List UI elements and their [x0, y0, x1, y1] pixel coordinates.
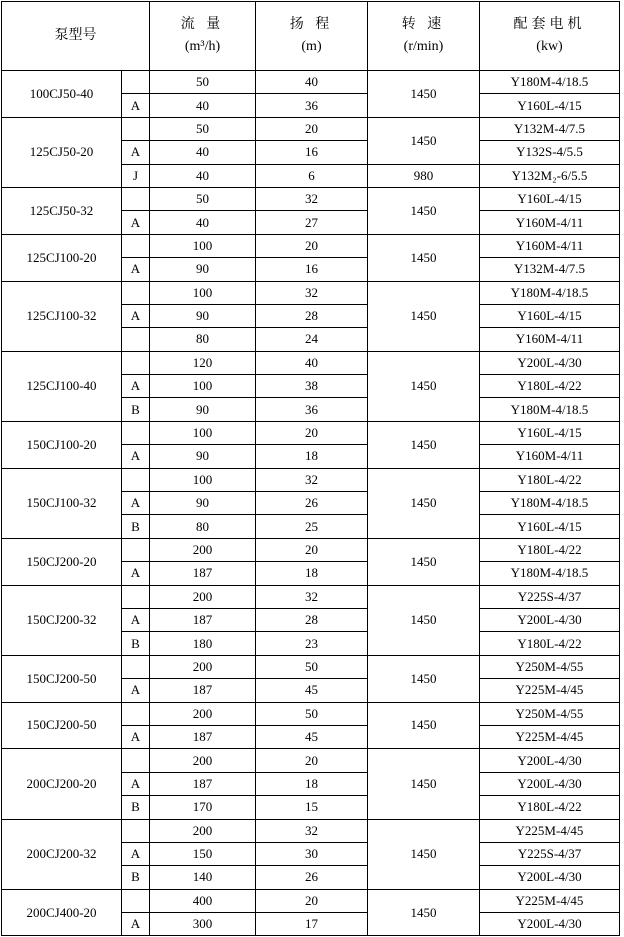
motor-cell: Y180M-4/18.5	[480, 398, 620, 421]
flow-cell: 90	[150, 492, 256, 515]
header-motor	[480, 2, 620, 71]
table-row	[2, 281, 620, 304]
table-row	[2, 117, 620, 140]
motor-cell: Y200L-4/30	[480, 866, 620, 889]
motor-cell: Y225M-4/45	[480, 819, 620, 842]
model-cell: 100CJ50-40	[2, 71, 122, 118]
flow-cell: 200	[150, 819, 256, 842]
flow-cell: 140	[150, 866, 256, 889]
model-cell: 150CJ200-50	[2, 702, 122, 749]
head-cell: 25	[256, 515, 368, 538]
header-head-unit: (m)	[301, 39, 322, 54]
motor-cell: Y180L-4/22	[480, 538, 620, 561]
motor-cell: Y180L-4/22	[480, 375, 620, 398]
flow-cell: 100	[150, 281, 256, 304]
flow-cell: 40	[150, 211, 256, 234]
flow-cell: 187	[150, 679, 256, 702]
table-row	[2, 234, 620, 257]
table-row	[2, 421, 620, 444]
variant-cell	[122, 281, 150, 304]
table-row	[2, 585, 620, 608]
motor-cell: Y180M-4/18.5	[480, 281, 620, 304]
flow-cell: 40	[150, 141, 256, 164]
flow-cell: 100	[150, 234, 256, 257]
speed-cell: 1450	[368, 819, 480, 889]
variant-cell: A	[122, 725, 150, 748]
flow-cell: 50	[150, 71, 256, 94]
variant-cell	[122, 234, 150, 257]
variant-cell: A	[122, 772, 150, 795]
motor-cell: Y132M-4/7.5	[480, 117, 620, 140]
variant-cell	[122, 585, 150, 608]
flow-cell: 170	[150, 796, 256, 819]
motor-cell: Y200L-4/30	[480, 749, 620, 772]
header-model: 泵型号	[2, 2, 150, 71]
motor-cell: Y132S-4/5.5	[480, 141, 620, 164]
flow-cell: 80	[150, 328, 256, 351]
motor-cell: Y180L-4/22	[480, 468, 620, 491]
head-cell: 28	[256, 304, 368, 327]
flow-cell: 100	[150, 421, 256, 444]
motor-cell: Y160M-4/11	[480, 211, 620, 234]
speed-cell: 1450	[368, 117, 480, 164]
speed-cell: 1450	[368, 655, 480, 702]
model-cell: 125CJ100-40	[2, 351, 122, 421]
head-cell: 36	[256, 398, 368, 421]
model-cell: 200CJ200-32	[2, 819, 122, 889]
header-head	[256, 2, 368, 71]
head-cell: 38	[256, 375, 368, 398]
flow-cell: 200	[150, 702, 256, 725]
head-cell: 32	[256, 281, 368, 304]
head-cell: 36	[256, 94, 368, 117]
motor-cell: Y225M-4/45	[480, 679, 620, 702]
flow-cell: 80	[150, 515, 256, 538]
flow-cell: 90	[150, 398, 256, 421]
variant-cell: J	[122, 164, 150, 187]
table-row	[2, 71, 620, 94]
header-flow-unit: (m³/h)	[184, 39, 221, 54]
motor-cell: Y160L-4/15	[480, 515, 620, 538]
variant-cell	[122, 702, 150, 725]
head-cell: 6	[256, 164, 368, 187]
speed-cell: 1450	[368, 421, 480, 468]
variant-cell: A	[122, 562, 150, 585]
head-cell: 16	[256, 258, 368, 281]
header-head-label: 扬 程	[289, 17, 334, 32]
variant-cell: A	[122, 913, 150, 936]
table-row	[2, 538, 620, 561]
motor-cell: Y160L-4/15	[480, 94, 620, 117]
flow-cell: 187	[150, 608, 256, 631]
head-cell: 30	[256, 842, 368, 865]
head-cell: 40	[256, 71, 368, 94]
model-cell: 200CJ200-20	[2, 749, 122, 819]
table-row	[2, 187, 620, 210]
header-flow	[150, 2, 256, 71]
head-cell: 32	[256, 585, 368, 608]
variant-cell: B	[122, 398, 150, 421]
variant-cell: B	[122, 866, 150, 889]
model-cell: 150CJ100-32	[2, 468, 122, 538]
head-cell: 26	[256, 866, 368, 889]
header-speed-label: 转 速	[401, 17, 446, 32]
flow-cell: 400	[150, 889, 256, 912]
flow-cell: 50	[150, 117, 256, 140]
table-row	[2, 889, 620, 912]
head-cell: 15	[256, 796, 368, 819]
head-cell: 17	[256, 913, 368, 936]
head-cell: 23	[256, 632, 368, 655]
head-cell: 18	[256, 445, 368, 468]
motor-cell: Y180L-4/22	[480, 796, 620, 819]
variant-cell: A	[122, 141, 150, 164]
flow-cell: 100	[150, 468, 256, 491]
head-cell: 40	[256, 351, 368, 374]
variant-cell	[122, 117, 150, 140]
head-cell: 45	[256, 679, 368, 702]
model-cell: 150CJ200-32	[2, 585, 122, 655]
variant-cell: A	[122, 492, 150, 515]
motor-cell: Y250M-4/55	[480, 655, 620, 678]
variant-cell: B	[122, 796, 150, 819]
pump-spec-table	[1, 1, 620, 936]
variant-cell	[122, 889, 150, 912]
variant-cell: A	[122, 94, 150, 117]
motor-cell: Y225S-4/37	[480, 842, 620, 865]
head-cell: 20	[256, 538, 368, 561]
speed-cell: 1450	[368, 281, 480, 351]
head-cell: 18	[256, 772, 368, 795]
flow-cell: 187	[150, 725, 256, 748]
variant-cell	[122, 655, 150, 678]
flow-cell: 90	[150, 304, 256, 327]
motor-cell: Y200L-4/30	[480, 913, 620, 936]
variant-cell	[122, 421, 150, 444]
flow-cell: 40	[150, 94, 256, 117]
speed-cell: 980	[368, 164, 480, 187]
flow-cell: 90	[150, 445, 256, 468]
speed-cell: 1450	[368, 187, 480, 234]
variant-cell: A	[122, 445, 150, 468]
variant-cell: A	[122, 211, 150, 234]
flow-cell: 187	[150, 772, 256, 795]
variant-cell: B	[122, 515, 150, 538]
head-cell: 50	[256, 702, 368, 725]
table-row	[2, 351, 620, 374]
header-flow-label: 流 量	[180, 17, 225, 32]
motor-cell: Y180M-4/18.5	[480, 71, 620, 94]
head-cell: 50	[256, 655, 368, 678]
model-cell: 150CJ200-50	[2, 655, 122, 702]
model-cell: 150CJ100-20	[2, 421, 122, 468]
model-cell: 125CJ50-20	[2, 117, 122, 187]
flow-cell: 187	[150, 562, 256, 585]
table-row	[2, 655, 620, 678]
flow-cell: 200	[150, 538, 256, 561]
header-speed	[368, 2, 480, 71]
motor-cell: Y160M-4/11	[480, 328, 620, 351]
speed-cell: 1450	[368, 71, 480, 118]
head-cell: 20	[256, 117, 368, 140]
motor-cell: Y225S-4/37	[480, 585, 620, 608]
head-cell: 16	[256, 141, 368, 164]
variant-cell: A	[122, 375, 150, 398]
head-cell: 45	[256, 725, 368, 748]
flow-cell: 150	[150, 842, 256, 865]
head-cell: 32	[256, 468, 368, 491]
variant-cell: A	[122, 258, 150, 281]
head-cell: 32	[256, 187, 368, 210]
head-cell: 27	[256, 211, 368, 234]
flow-cell: 200	[150, 749, 256, 772]
head-cell: 28	[256, 608, 368, 631]
variant-cell: A	[122, 679, 150, 702]
model-cell: 200CJ400-20	[2, 889, 122, 936]
head-cell: 26	[256, 492, 368, 515]
table-row	[2, 749, 620, 772]
variant-cell: A	[122, 842, 150, 865]
motor-cell: Y180M-4/18.5	[480, 562, 620, 585]
head-cell: 18	[256, 562, 368, 585]
motor-cell: Y132M-4/7.5	[480, 258, 620, 281]
head-cell: 20	[256, 749, 368, 772]
flow-cell: 200	[150, 655, 256, 678]
variant-cell: B	[122, 632, 150, 655]
speed-cell: 1450	[368, 585, 480, 655]
table-row	[2, 819, 620, 842]
head-cell: 20	[256, 421, 368, 444]
motor-cell: Y160M-4/11	[480, 445, 620, 468]
flow-cell: 90	[150, 258, 256, 281]
variant-cell	[122, 71, 150, 94]
table-body	[2, 71, 620, 936]
head-cell: 20	[256, 234, 368, 257]
motor-cell: Y200L-4/30	[480, 772, 620, 795]
model-cell: 150CJ200-20	[2, 538, 122, 585]
motor-cell: Y225M-4/45	[480, 725, 620, 748]
motor-cell: Y160L-4/15	[480, 304, 620, 327]
motor-cell: Y225M-4/45	[480, 889, 620, 912]
speed-cell: 1450	[368, 889, 480, 936]
flow-cell: 200	[150, 585, 256, 608]
flow-cell: 300	[150, 913, 256, 936]
motor-cell: Y200L-4/30	[480, 608, 620, 631]
motor-cell: Y160M-4/11	[480, 234, 620, 257]
flow-cell: 100	[150, 375, 256, 398]
variant-cell	[122, 468, 150, 491]
speed-cell: 1450	[368, 351, 480, 421]
head-cell: 20	[256, 889, 368, 912]
table-row	[2, 468, 620, 491]
motor-cell: Y180L-4/22	[480, 632, 620, 655]
variant-cell: A	[122, 608, 150, 631]
variant-cell	[122, 328, 150, 351]
motor-cell: Y132M₂-6/5.5	[480, 164, 620, 187]
table-row	[2, 702, 620, 725]
model-cell: 125CJ100-32	[2, 281, 122, 351]
header-motor-unit: (kw)	[536, 39, 563, 54]
motor-cell: Y180M-4/18.5	[480, 492, 620, 515]
speed-cell: 1450	[368, 702, 480, 749]
model-cell: 125CJ100-20	[2, 234, 122, 281]
speed-cell: 1450	[368, 234, 480, 281]
variant-cell	[122, 351, 150, 374]
motor-cell: Y250M-4/55	[480, 702, 620, 725]
speed-cell: 1450	[368, 468, 480, 538]
flow-cell: 120	[150, 351, 256, 374]
variant-cell	[122, 187, 150, 210]
variant-cell	[122, 819, 150, 842]
flow-cell: 50	[150, 187, 256, 210]
flow-cell: 180	[150, 632, 256, 655]
speed-cell: 1450	[368, 749, 480, 819]
model-cell: 125CJ50-32	[2, 187, 122, 234]
speed-cell: 1450	[368, 538, 480, 585]
variant-cell	[122, 538, 150, 561]
head-cell: 24	[256, 328, 368, 351]
header-speed-unit: (r/min)	[403, 39, 444, 54]
motor-cell: Y160L-4/15	[480, 421, 620, 444]
header-row	[2, 2, 620, 71]
motor-cell: Y200L-4/30	[480, 351, 620, 374]
flow-cell: 40	[150, 164, 256, 187]
motor-cell: Y160L-4/15	[480, 187, 620, 210]
variant-cell: A	[122, 304, 150, 327]
head-cell: 32	[256, 819, 368, 842]
variant-cell	[122, 749, 150, 772]
header-motor-label: 配套电机	[513, 17, 586, 32]
